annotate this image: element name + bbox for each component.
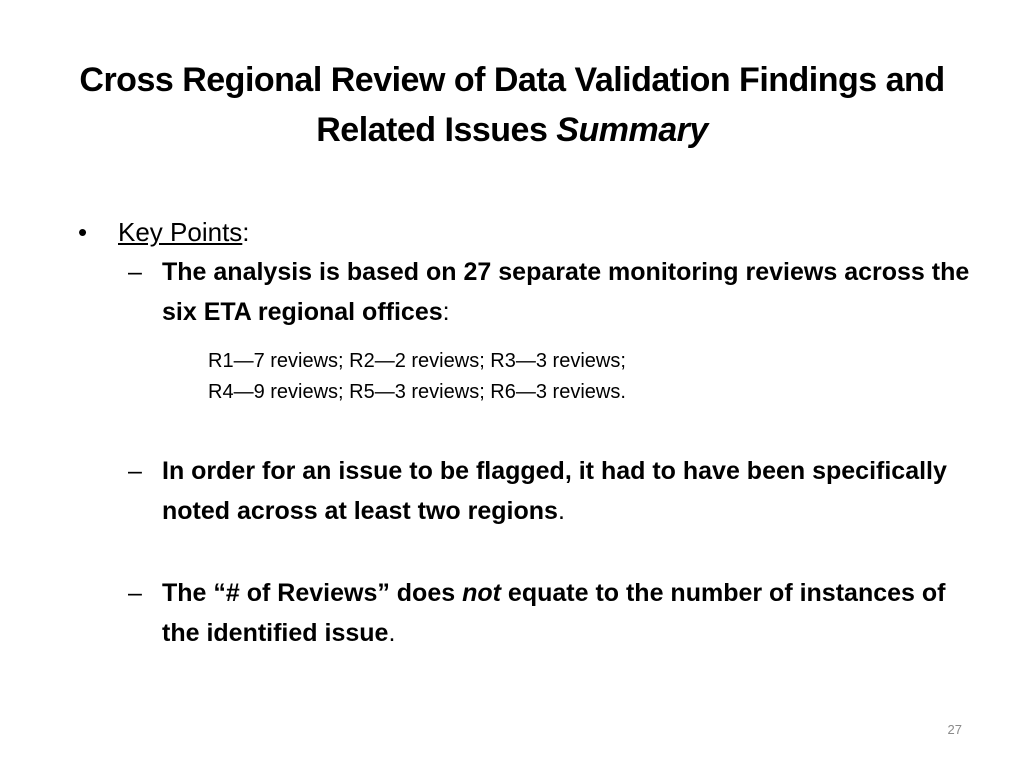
dash-icon: – [128,457,142,485]
point-flagging-text [162,451,988,531]
point-flagging-end: . [557,497,565,525]
slide-title-line1: Cross Regional Review of Data Validation Findings and [79,61,945,99]
point-reviews-text [162,573,988,653]
point-analysis-end: : [442,298,450,326]
point-analysis-bold: The analysis is based on 27 separate monitoring reviews across the six ETA regional offices [162,258,970,326]
point-reviews-end: . [388,619,396,647]
page-number: 27 [947,722,962,737]
dash-icon: – [128,258,142,286]
point-flagging-rule [128,451,988,531]
point-analysis-text [162,252,988,332]
key-points-colon: : [242,217,250,247]
point-reviews-bold-after: equate to the number of instances of the identified issue [162,579,946,647]
point-reviews-italic-not: not [462,579,501,607]
review-counts-line1: R1—7 reviews; R2—2 reviews; R3—3 reviews; [208,350,626,372]
point-reviews-bold-before: The “# of Reviews” does [162,579,463,607]
key-points-bullet [78,212,250,252]
point-flagging-bold: In order for an issue to be flagged, it had to have been specifically noted across at least two regions [162,457,947,525]
dash-icon: – [128,579,142,607]
slide-title-summary: Summary [556,111,708,149]
point-reviews-count-note [128,573,988,653]
bullet-icon: • [78,217,88,247]
slide-title-line2: Related Issues [316,111,557,149]
review-counts-line2: R4—9 reviews; R5—3 reviews; R6—3 reviews. [208,381,626,403]
review-counts [208,346,626,408]
slide-title [40,55,984,155]
point-analysis-basis [128,252,988,332]
key-points-label: Key Points [118,217,243,247]
